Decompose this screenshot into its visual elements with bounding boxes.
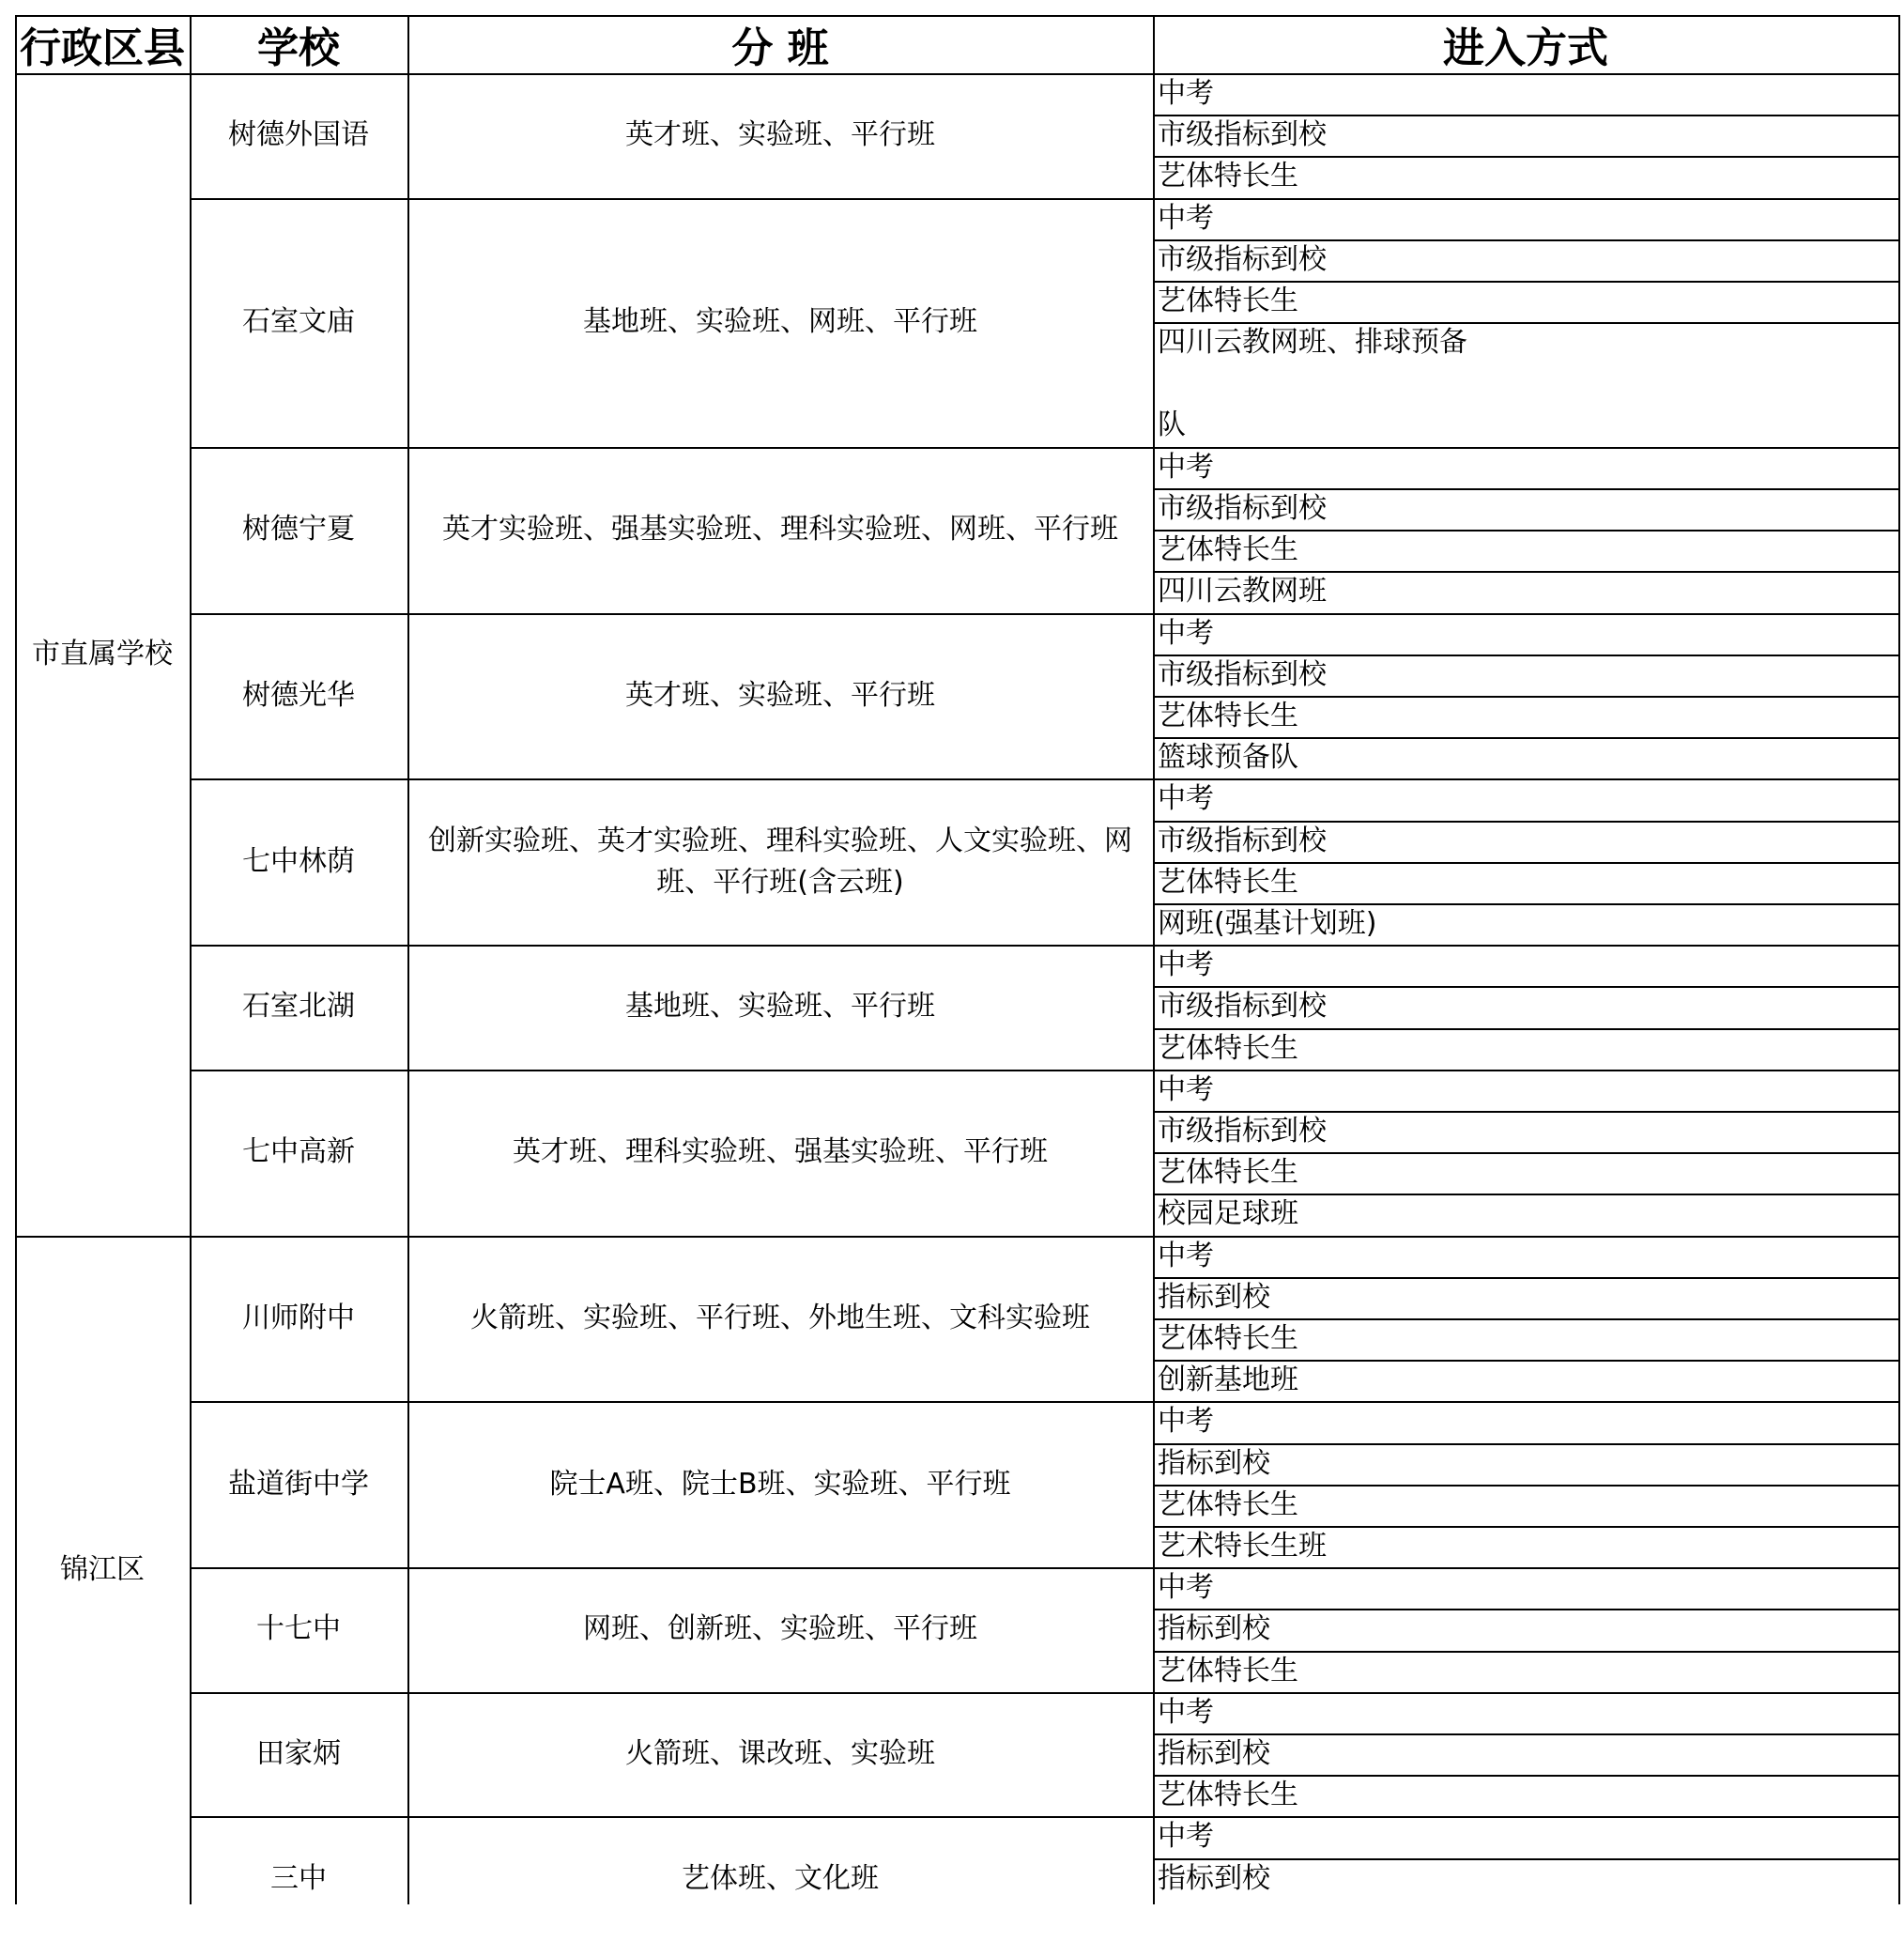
entry-method: 中考 bbox=[1158, 77, 1214, 110]
entry-method: 艺体特长生 bbox=[1158, 1487, 1298, 1521]
column-border-1 bbox=[190, 15, 192, 1904]
entry-method: 市级指标到校 bbox=[1158, 492, 1327, 525]
school-name: 川师附中 bbox=[242, 1301, 355, 1334]
school-name: 三中 bbox=[270, 1861, 327, 1895]
entry-method: 艺体特长生 bbox=[1158, 285, 1298, 317]
district-name: 锦江区 bbox=[60, 1552, 145, 1586]
entry-method: 创新基地班 bbox=[1158, 1363, 1298, 1397]
column-border-2 bbox=[407, 15, 409, 1904]
school-name: 树德宁夏 bbox=[242, 513, 355, 547]
entry-method: 指标到校 bbox=[1158, 1612, 1270, 1646]
entry-method: 中考 bbox=[1158, 948, 1214, 982]
class-types: 基地班、实验班、平行班 bbox=[625, 990, 935, 1024]
entry-method: 指标到校 bbox=[1158, 1861, 1270, 1895]
school-name: 树德光华 bbox=[242, 678, 355, 712]
entry-method: 中考 bbox=[1158, 616, 1214, 650]
entry-method: 市级指标到校 bbox=[1158, 824, 1327, 857]
header-classes: 分 班 bbox=[731, 24, 829, 72]
entry-method: 艺体特长生 bbox=[1158, 865, 1298, 899]
entry-method: 艺体特长生 bbox=[1158, 1654, 1298, 1687]
entry-method: 网班(强基计划班) bbox=[1158, 907, 1377, 940]
school-name: 田家炳 bbox=[256, 1737, 341, 1771]
header-district: 行政区县 bbox=[20, 24, 185, 72]
entry-method: 市级指标到校 bbox=[1158, 118, 1327, 152]
class-types: 火箭班、课改班、实验班 bbox=[625, 1737, 935, 1771]
district-name: 市直属学校 bbox=[32, 637, 173, 670]
school-name: 七中高新 bbox=[242, 1135, 355, 1169]
class-types: 英才实验班、强基实验班、理科实验班、网班、平行班 bbox=[442, 513, 1118, 547]
entry-method: 中考 bbox=[1158, 1239, 1214, 1272]
entry-method: 市级指标到校 bbox=[1158, 657, 1327, 691]
entry-method: 艺体特长生 bbox=[1158, 1779, 1298, 1812]
school-name: 盐道街中学 bbox=[228, 1467, 369, 1501]
header-top-border bbox=[15, 15, 1898, 17]
entry-method: 中考 bbox=[1158, 1820, 1214, 1854]
class-types: 基地班、实验班、网班、平行班 bbox=[583, 305, 977, 339]
entry-method: 指标到校 bbox=[1158, 1280, 1270, 1314]
column-border-0 bbox=[15, 15, 17, 1904]
class-types: 艺体班、文化班 bbox=[682, 1861, 879, 1895]
class-types: 英才班、理科实验班、强基实验班、平行班 bbox=[513, 1135, 1048, 1169]
entry-method: 艺体特长生 bbox=[1158, 1322, 1298, 1355]
school-name: 石室北湖 bbox=[242, 990, 355, 1024]
entry-method: 中考 bbox=[1158, 1571, 1214, 1605]
entry-method: 篮球预备队 bbox=[1158, 741, 1298, 775]
entry-method: 指标到校 bbox=[1158, 1737, 1270, 1770]
entry-method: 艺体特长生 bbox=[1158, 533, 1298, 567]
entry-method: 中考 bbox=[1158, 1072, 1214, 1106]
entry-method: 中考 bbox=[1158, 782, 1214, 816]
entry-method: 艺术特长生班 bbox=[1158, 1530, 1327, 1563]
entry-method: 艺体特长生 bbox=[1158, 1156, 1298, 1190]
entry-method: 市级指标到校 bbox=[1158, 990, 1327, 1024]
column-border-4 bbox=[1898, 15, 1900, 1904]
school-name: 石室文庙 bbox=[242, 305, 355, 339]
entry-method: 中考 bbox=[1158, 1405, 1214, 1439]
class-types: 网班、创新班、实验班、平行班 bbox=[583, 1612, 977, 1646]
class-types: 英才班、实验班、平行班 bbox=[625, 678, 935, 712]
entry-method: 四川云教网班 bbox=[1158, 575, 1327, 608]
entry-method: 艺体特长生 bbox=[1158, 700, 1298, 732]
header-school: 学校 bbox=[257, 24, 340, 72]
class-types: 院士A班、院士B班、实验班、平行班 bbox=[549, 1467, 1011, 1501]
entry-method: 中考 bbox=[1158, 450, 1214, 484]
entry-method: 中考 bbox=[1158, 1695, 1214, 1729]
class-types: 创新实验班、英才实验班、理科实验班、人文实验班、网班、平行班(含云班) bbox=[428, 824, 1132, 899]
entry-method: 市级指标到校 bbox=[1158, 1115, 1327, 1148]
entry-method: 市级指标到校 bbox=[1158, 242, 1327, 276]
header-entry-method: 进入方式 bbox=[1443, 24, 1608, 72]
entry-method: 中考 bbox=[1158, 201, 1214, 235]
school-name: 树德外国语 bbox=[228, 118, 369, 152]
school-name: 七中林荫 bbox=[242, 844, 355, 878]
entry-method: 指标到校 bbox=[1158, 1446, 1270, 1480]
school-name: 十七中 bbox=[256, 1612, 341, 1646]
entry-method: 艺体特长生 bbox=[1158, 160, 1298, 193]
entry-method: 校园足球班 bbox=[1158, 1197, 1298, 1231]
column-border-3 bbox=[1153, 15, 1155, 1904]
entry-method: 四川云教网班、排球预备 队 bbox=[1158, 326, 1467, 442]
entry-method: 艺体特长生 bbox=[1158, 1031, 1298, 1065]
class-types: 火箭班、实验班、平行班、外地生班、文科实验班 bbox=[470, 1301, 1090, 1334]
class-types: 英才班、实验班、平行班 bbox=[625, 118, 935, 152]
